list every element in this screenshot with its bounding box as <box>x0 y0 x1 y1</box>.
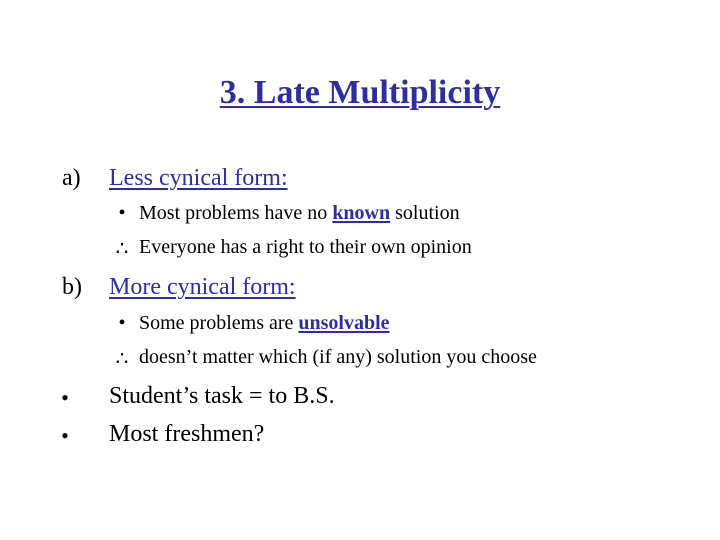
bullet-icon: • <box>118 312 126 334</box>
section-b-label: More cynical form: <box>109 274 296 300</box>
section-b-item-2: doesn’t matter which (if any) solution you choose <box>139 346 537 368</box>
section-a-item-2: Everyone has a right to their own opinion <box>139 236 472 258</box>
highlight-word: known <box>332 202 391 224</box>
bullet-item-2: Most freshmen? <box>109 421 265 447</box>
therefore-icon: ∴ <box>115 238 129 260</box>
item-text-before: Some problems are <box>139 312 299 334</box>
bullet-item-1: Student’s task = to B.S. <box>109 383 335 409</box>
section-a-letter: a) <box>62 165 81 191</box>
bullet-icon: • <box>61 385 69 410</box>
section-a-label: Less cynical form: <box>109 165 288 191</box>
slide-title: 3. Late Multiplicity <box>219 74 501 111</box>
section-b-item-1 <box>139 312 390 335</box>
item-text-after: solution <box>390 202 460 224</box>
bullet-icon: • <box>118 202 126 224</box>
section-b-letter: b) <box>62 274 82 300</box>
section-a-item-1 <box>139 202 460 225</box>
therefore-icon: ∴ <box>115 348 129 370</box>
highlight-word: unsolvable <box>298 312 390 334</box>
bullet-icon: • <box>61 423 69 448</box>
item-text-before: Most problems have no <box>139 202 333 224</box>
